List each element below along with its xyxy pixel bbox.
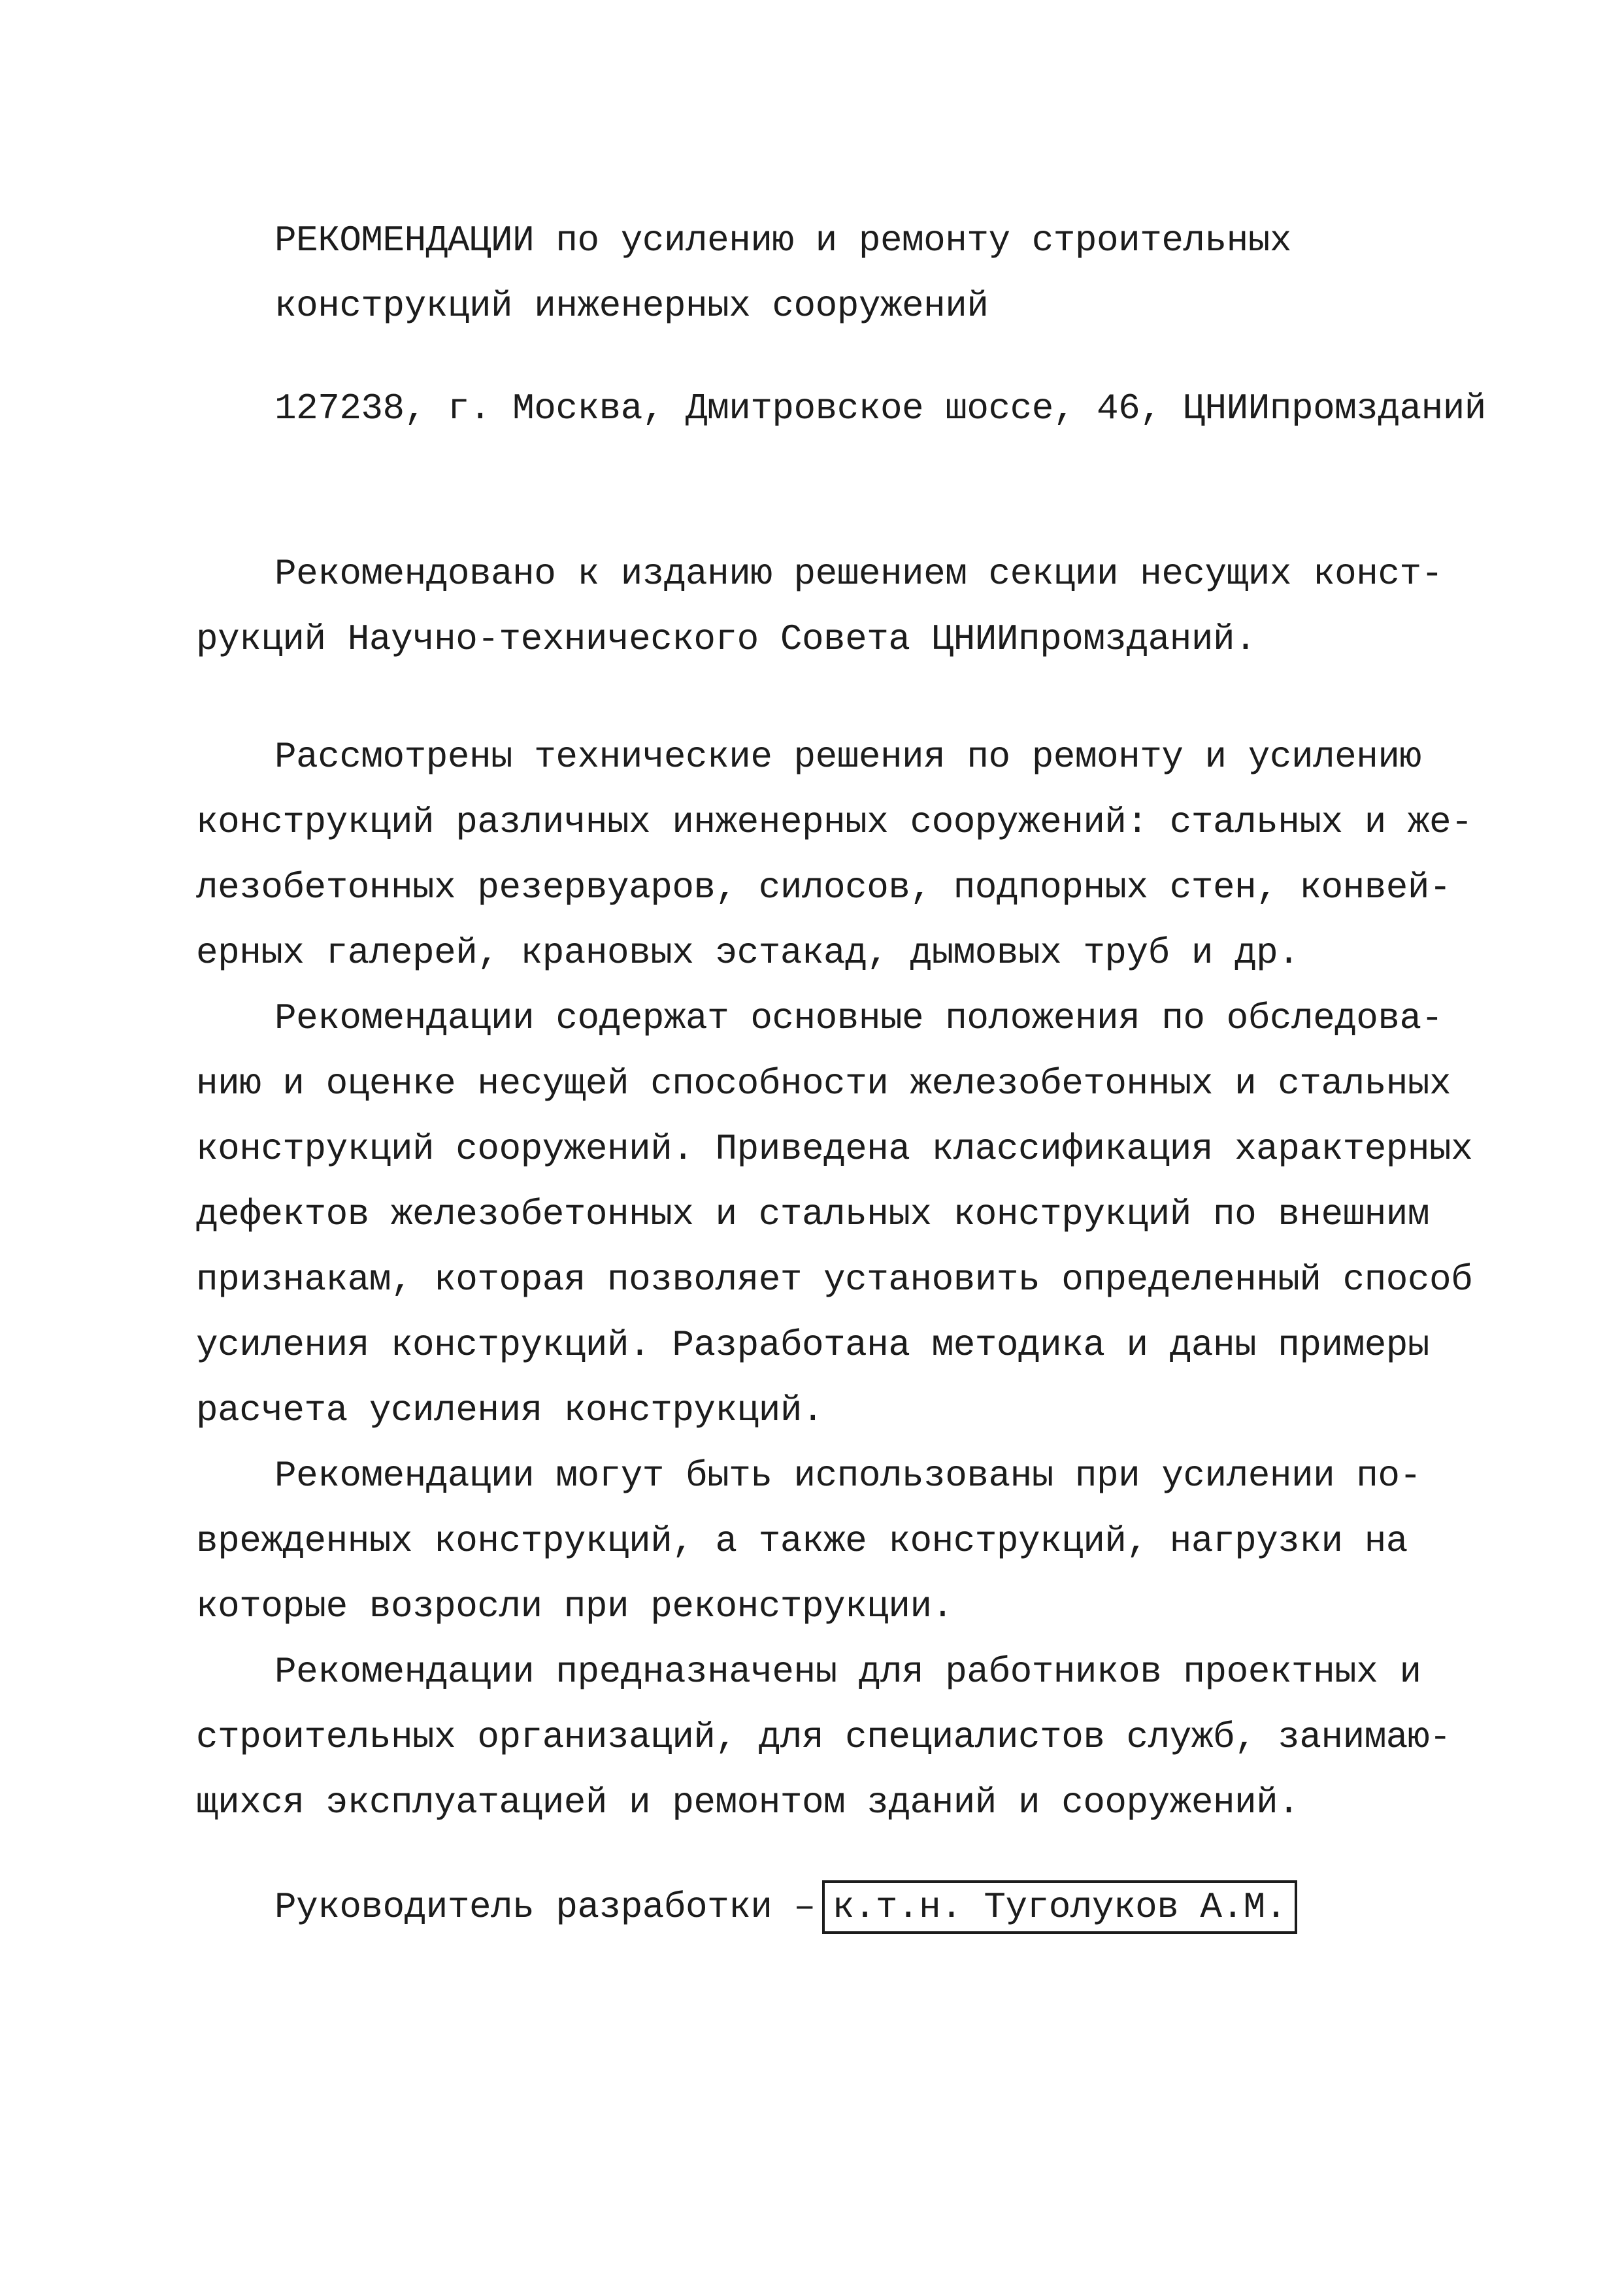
- author-line: [274, 1874, 1297, 1940]
- abstract-p2-line-4: дефектов железобетонных и стальных конструкций по внешним: [196, 1193, 1430, 1235]
- abstract-p2-line-5: признакам, которая позволяет установить определенный способ: [196, 1259, 1473, 1301]
- approval-line-2: рукций Научно-технического Совета ЦНИИпромзданий.: [196, 618, 1257, 660]
- abstract-p2-line-2: нию и оценке несущей способности железобетонных и стальных: [196, 1063, 1451, 1105]
- author-name-box: к.т.н. Туголуков А.М.: [822, 1880, 1297, 1934]
- approval-line-1: Рекомендовано к изданию решением секции несущих конст-: [274, 553, 1443, 595]
- abstract-p2-line-1: Рекомендации содержат основные положения по обследова-: [274, 997, 1443, 1039]
- abstract-p4-line-1: Рекомендации предназначены для работников проектных и: [274, 1651, 1421, 1693]
- abstract-p3-line-2: врежденных конструкций, а также конструкций, нагрузки на: [196, 1520, 1408, 1562]
- abstract-p4-line-3: щихся эксплуатацией и ремонтом зданий и сооружений.: [196, 1782, 1300, 1823]
- abstract-p1-line-3: лезобетонных резервуаров, силосов, подпорных стен, конвей-: [196, 867, 1451, 908]
- abstract-p2-line-6: усиления конструкций. Разработана методика и даны примеры: [196, 1324, 1430, 1366]
- author-label: Руководитель разработки –: [274, 1886, 816, 1928]
- abstract-p3-line-1: Рекомендации могут быть использованы при усилении по-: [274, 1455, 1421, 1497]
- abstract-p1-line-4: ерных галерей, крановых эстакад, дымовых труб и др.: [196, 932, 1300, 974]
- publisher-address: 127238, г. Москва, Дмитровское шоссе, 46, ЦНИИпромзданий: [274, 388, 1486, 429]
- abstract-p2-line-3: конструкций сооружений. Приведена классификация характерных: [196, 1128, 1473, 1170]
- title-line-1: РЕКОМЕНДАЦИИ по усилению и ремонту строительных: [274, 220, 1291, 261]
- abstract-p3-line-3: которые возросли при реконструкции.: [196, 1586, 953, 1627]
- abstract-p1-line-2: конструкций различных инженерных сооружений: стальных и же-: [196, 801, 1473, 843]
- abstract-p4-line-2: строительных организаций, для специалистов служб, занимаю-: [196, 1716, 1451, 1758]
- title-line-2: конструкций инженерных сооружений: [274, 285, 989, 327]
- abstract-p1-line-1: Рассмотрены технические решения по ремонту и усилению: [274, 736, 1421, 778]
- abstract-p2-line-7: расчета усиления конструкций.: [196, 1389, 824, 1431]
